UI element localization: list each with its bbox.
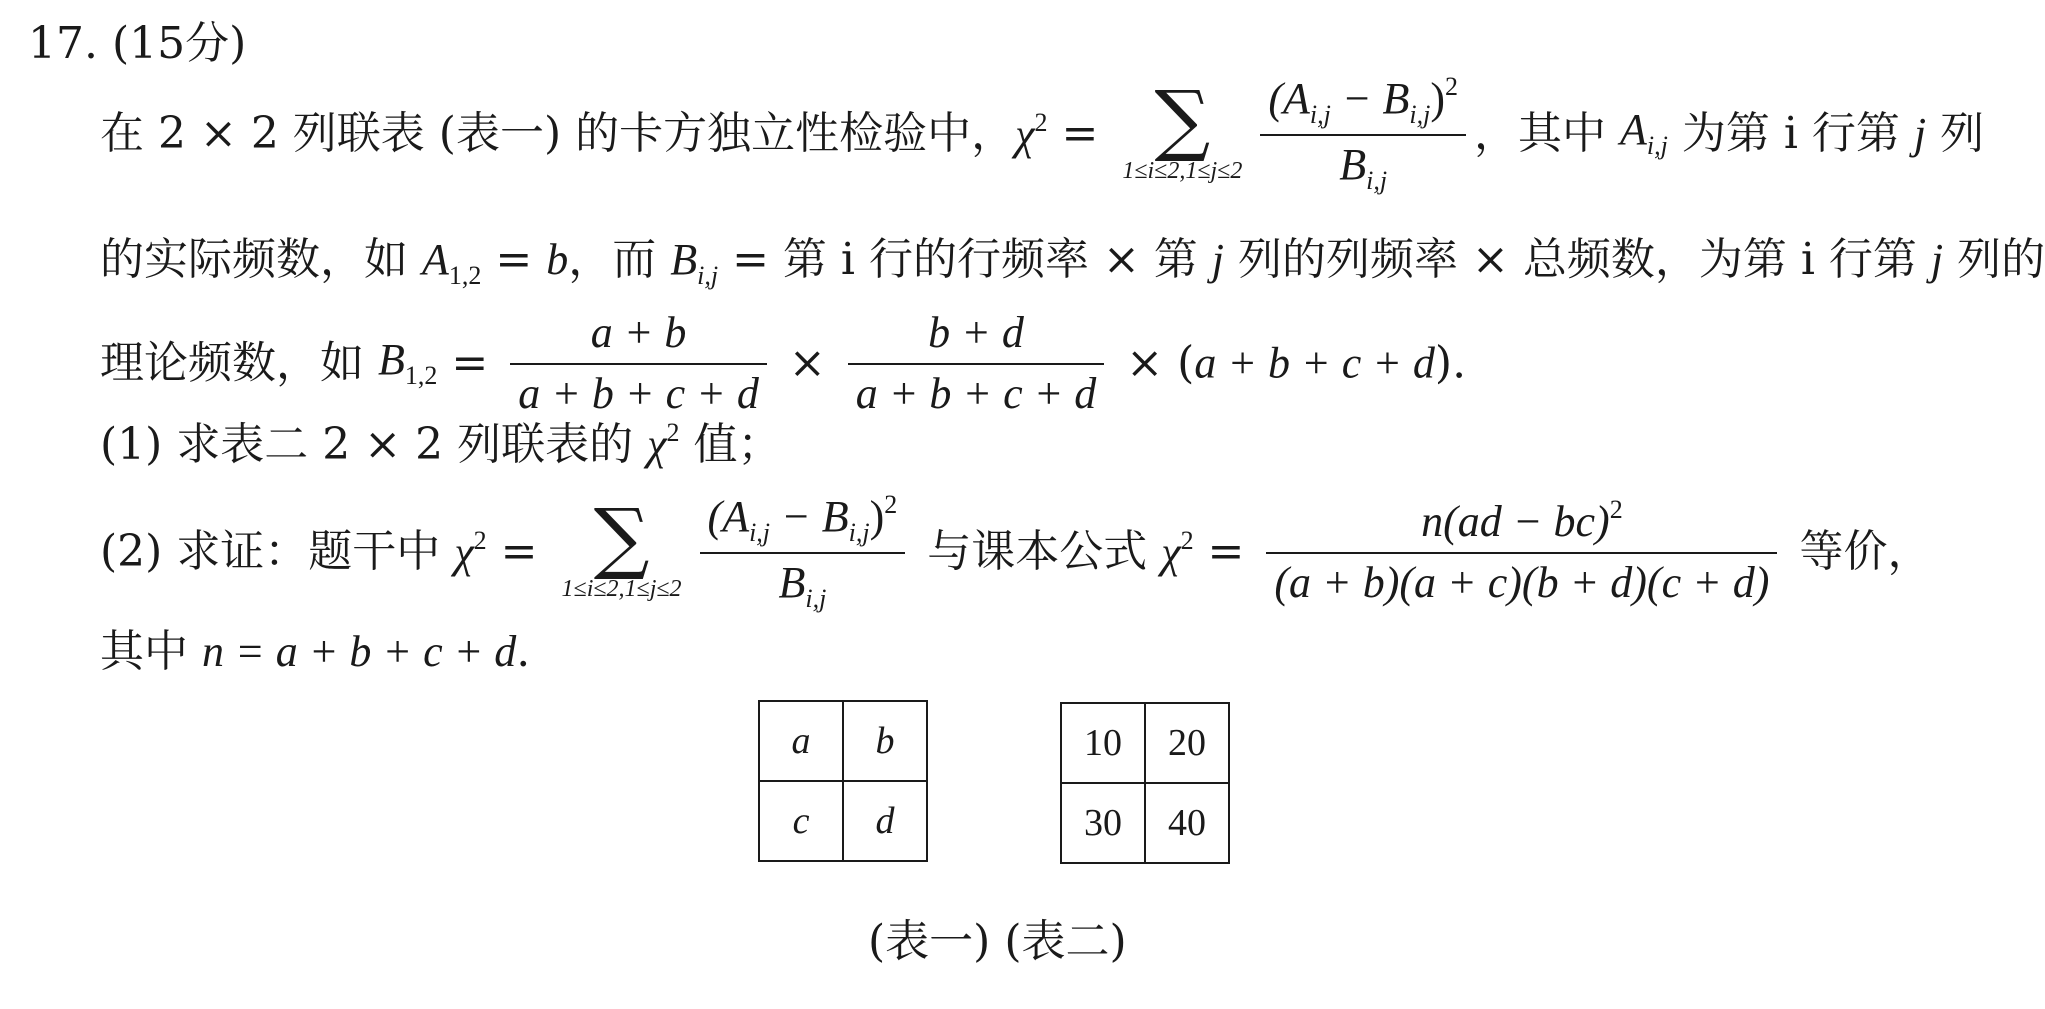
equals-sign: = bbox=[1047, 107, 1113, 159]
line2-eq: = bbox=[481, 234, 547, 285]
line3-eq: = bbox=[437, 337, 503, 389]
table1-row bbox=[759, 701, 927, 781]
line2-text-3: = 第 i 行的行频率 × 第 bbox=[718, 234, 1212, 285]
problem-line-1 bbox=[100, 72, 1984, 196]
part2-text-3: 等价， bbox=[1785, 525, 1932, 577]
line3-text-1: 理论频数，如 bbox=[100, 337, 378, 389]
line1-text-2: ，其中 bbox=[1474, 107, 1621, 159]
fraction-denominator: $B_{i,j}$ bbox=[1339, 139, 1388, 195]
table1-cell: a bbox=[759, 701, 843, 781]
table1-cell: d bbox=[843, 781, 927, 861]
part2-text-2: 与课本公式 bbox=[913, 525, 1162, 577]
table2-cell: 30 bbox=[1061, 783, 1145, 863]
chi-symbol-2: $\chi^2$ bbox=[647, 418, 680, 469]
problem-number-text: 17. (15分) bbox=[28, 18, 247, 69]
n-definition: n = a + b + c + d bbox=[202, 627, 517, 676]
line6-text-1: 其中 bbox=[100, 626, 202, 677]
problem-line-6 bbox=[100, 626, 531, 677]
j-var-1: j bbox=[1211, 235, 1225, 284]
summation-2: ∑ 1≤i≤2,1≤j≤2 bbox=[561, 492, 682, 602]
problem-number bbox=[28, 18, 247, 69]
table-captions bbox=[868, 916, 1127, 967]
contingency-table-1 bbox=[758, 700, 928, 862]
part2-text-1: (2) 求证：题干中 bbox=[100, 525, 455, 577]
equals-sign-2: = bbox=[486, 525, 552, 577]
times-2: × ( bbox=[1112, 337, 1195, 389]
table1-cell: b bbox=[843, 701, 927, 781]
line2-text-5: 列的 bbox=[1943, 234, 2045, 285]
line1-text-3: 为第 i 行第 bbox=[1667, 107, 1914, 159]
summation: ∑ 1≤i≤2,1≤j≤2 bbox=[1122, 74, 1243, 184]
table2-cell: 40 bbox=[1145, 783, 1229, 863]
j-var-2: j bbox=[1930, 235, 1944, 284]
line2-text-1: 的实际频数，如 bbox=[100, 234, 422, 285]
problem-part-2 bbox=[100, 490, 1931, 614]
line1-text-4: 列 bbox=[1926, 107, 1985, 159]
line2-text-2: ，而 bbox=[568, 234, 671, 285]
row-frequency-fraction: $\frac{a + b}{a + b + c + d}$ bbox=[510, 308, 767, 419]
chi-symbol: $\chi^2$ bbox=[1015, 108, 1048, 160]
table2-cell: 20 bbox=[1145, 703, 1229, 783]
fraction-numerator: $(A_{i,j} - B_{i,j})^2$ bbox=[1268, 72, 1459, 129]
chi-square-fraction-2: $\frac{(A_{i,j} - B_{i,j})^2}{B_{i,j}}$ bbox=[700, 490, 906, 614]
times-1: × bbox=[774, 337, 840, 389]
A-12: $A_{1,2}$ bbox=[422, 235, 482, 290]
problem-line-2 bbox=[100, 234, 2045, 290]
table2-row bbox=[1061, 783, 1229, 863]
B-12: $B_{1,2}$ bbox=[378, 335, 438, 391]
line6-end: . bbox=[516, 626, 531, 677]
chi-square-fraction bbox=[1260, 72, 1466, 196]
table2-row bbox=[1061, 703, 1229, 783]
B-ij: $B_{i,j}$ bbox=[670, 235, 719, 290]
A-ij: $A_{i,j}$ bbox=[1620, 105, 1668, 161]
part1-text-2: 值； bbox=[679, 419, 782, 470]
table2-cell: 10 bbox=[1061, 703, 1145, 783]
table-caption-text: (表一) (表二) bbox=[868, 916, 1127, 967]
line1-text-1: 在 2 × 2 列联表 (表一) 的卡方独立性检验中， bbox=[100, 107, 1016, 159]
chi-symbol-3: $\chi^2$ bbox=[454, 526, 487, 578]
column-frequency-fraction: $\frac{b + d}{a + b + c + d}$ bbox=[848, 308, 1105, 419]
textbook-formula-fraction: $\frac{n(ad - bc)^2}{(a + b)(a + c)(b + d)(c + d)}$ bbox=[1266, 495, 1777, 608]
table1-cell: c bbox=[759, 781, 843, 861]
equals-sign-3: = bbox=[1193, 525, 1259, 577]
problem-part-1 bbox=[100, 418, 782, 470]
chi-symbol-4: $\chi^2$ bbox=[1161, 526, 1194, 578]
b-var: b bbox=[546, 235, 569, 284]
total-sum: a + b + c + d bbox=[1194, 338, 1435, 388]
contingency-table-2 bbox=[1060, 702, 1230, 864]
table1-row bbox=[759, 781, 927, 861]
line3-end: ). bbox=[1434, 337, 1467, 389]
j-var: j bbox=[1913, 108, 1927, 158]
part1-text-1: (1) 求表二 2 × 2 列联表的 bbox=[100, 419, 648, 470]
line2-text-4: 列的列频率 × 总频数，为第 i 行第 bbox=[1224, 234, 1931, 285]
problem-line-3 bbox=[100, 308, 1466, 419]
